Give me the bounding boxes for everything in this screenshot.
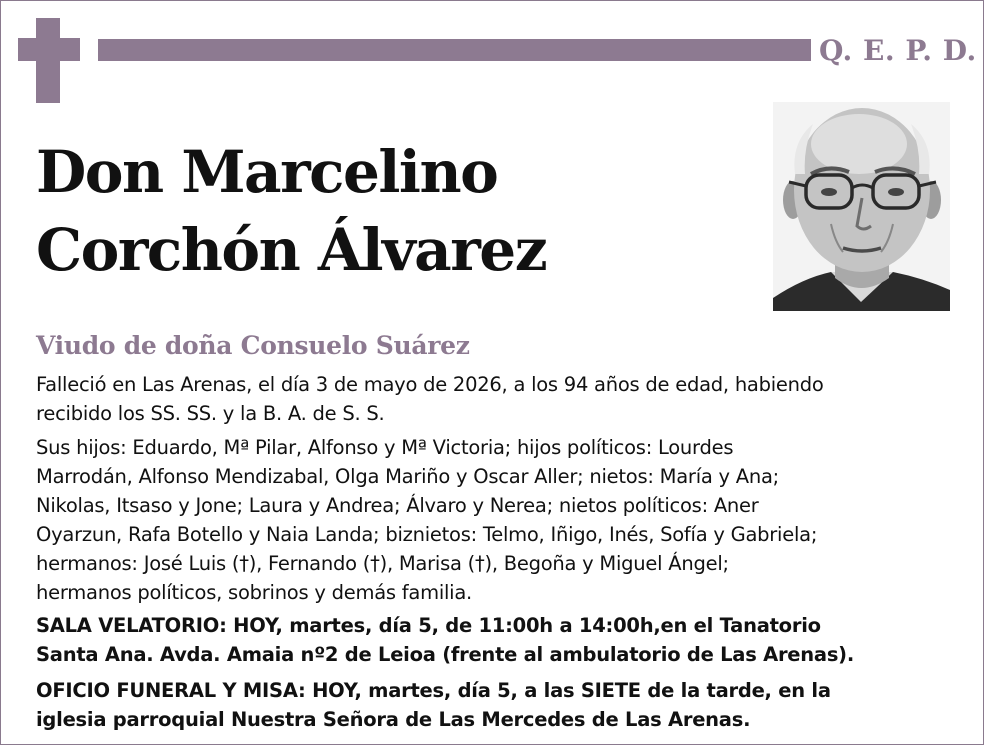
wake-details <box>36 611 966 669</box>
widower-of-line: Viudo de doña Consuelo Suárez <box>36 331 470 360</box>
death-announcement-line: Falleció en Las Arenas, el día 3 de mayo de 2026, a los 94 años de edad, habiendo <box>36 373 824 396</box>
deceased-name <box>36 133 546 289</box>
wake-details-line: SALA VELATORIO: HOY, martes, día 5, de 11:00h a 14:00h,en el Tanatorio <box>36 614 821 637</box>
death-announcement-line: recibido los SS. SS. y la B. A. de S. S. <box>36 402 385 425</box>
family-list <box>36 433 966 607</box>
family-list-line: hermanos políticos, sobrinos y demás familia. <box>36 581 472 604</box>
wake-details-line: Santa Ana. Avda. Amaia nº2 de Leioa (frente al ambulatorio de Las Arenas). <box>36 643 855 666</box>
qepd-label: Q. E. P. D. <box>819 34 977 67</box>
funeral-details-line: OFICIO FUNERAL Y MISA: HOY, martes, día 5, a las SIETE de la tarde, en la <box>36 679 831 702</box>
deceased-portrait <box>773 102 950 311</box>
funeral-details-line: iglesia parroquial Nuestra Señora de Las Mercedes de Las Arenas. <box>36 708 751 731</box>
funeral-details <box>36 676 966 734</box>
family-list-line: Nikolas, Itsaso y Jone; Laura y Andrea; Álvaro y Nerea; nietos políticos: Aner <box>36 494 759 517</box>
header-rule <box>98 39 811 61</box>
portrait-illustration <box>773 102 950 311</box>
deceased-name-line-1: Don Marcelino <box>36 138 498 206</box>
deceased-name-line-2: Corchón Álvarez <box>36 216 547 284</box>
family-list-line: hermanos: José Luis (†), Fernando (†), Marisa (†), Begoña y Miguel Ángel; <box>36 552 729 575</box>
family-list-line: Sus hijos: Eduardo, Mª Pilar, Alfonso y Mª Victoria; hijos políticos: Lourdes <box>36 436 734 459</box>
family-list-line: Oyarzun, Rafa Botello y Naia Landa; biznietos: Telmo, Iñigo, Inés, Sofía y Gabriela; <box>36 523 818 546</box>
family-list-line: Marrodán, Alfonso Mendizabal, Olga Mariño y Oscar Aller; nietos: María y Ana; <box>36 465 779 488</box>
death-announcement <box>36 370 966 428</box>
cross-horizontal-beam <box>18 38 80 61</box>
